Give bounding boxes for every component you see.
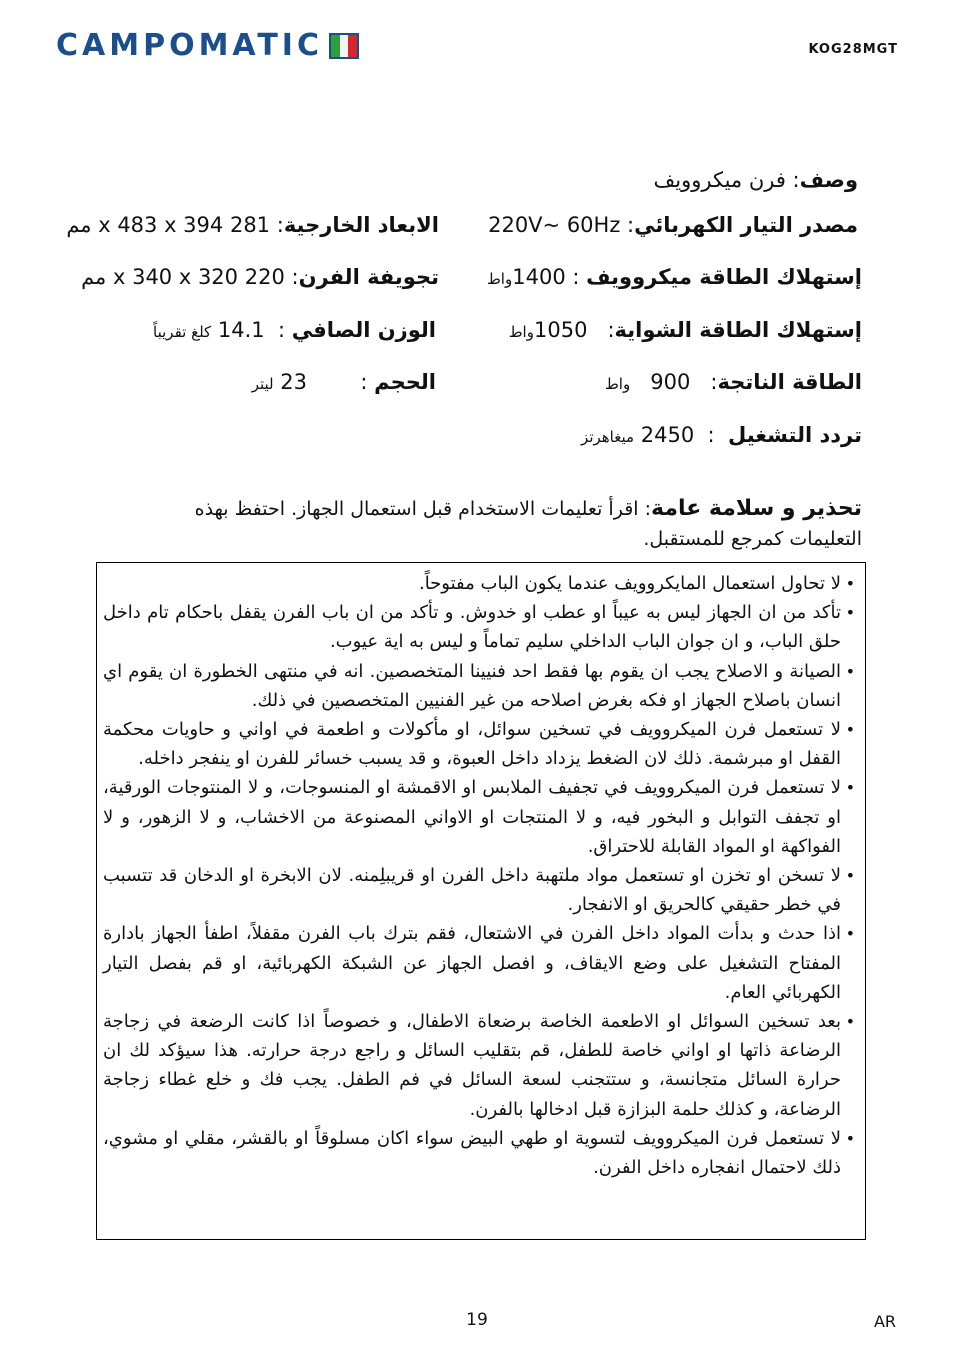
spec-power-source: مصدر التيار الكهربائي: 220V~ 60Hz bbox=[488, 213, 858, 237]
spec-microwave-power: إستهلاك الطاقة ميكروويف : 1400واط bbox=[486, 265, 862, 289]
list-item: • بعد تسخين السوائل او الاطعمة الخاصة برضعاة الاطفال، و خصوصاً اذا كانت الرضعة في زجاجة الرضاعة ذاتها او اواني خاصة للطفل، قم بتقليب السائل و راجع درجة حرارته. هذا سيؤكد لك ان حرارة السائل متجانسة، و ستتجنب لسعة السائل في فم الطفل. يجب فك و خلع غطاء زجاجة الرضاعة، و كذلك حلمة البزازة قبل ادخالها بالفرن. bbox=[103, 1007, 851, 1124]
list-item: • الصيانة و الاصلاح يجب ان يقوم بها فقط احد فنيينا المتخصصين. انه في منتهى الخطورة ان يقوم اي انسان باصلاح الجهاز او فكه بغرض اصلاحه من غير الفنيين المتخصصين في ذلك. bbox=[103, 657, 851, 715]
brand-name: CAMPOMATIC bbox=[56, 28, 323, 63]
list-item: • تأكد من ان الجهاز ليس به عيباً او عطب او خدوش. و تأكد من ان باب الفرن يقفل باحكام تام داخل حلق الباب، و ان جوان الباب الداخلي سليم تماماً و ليس به اية عيوب. bbox=[103, 598, 851, 656]
safety-warning-text: اقرأ تعليمات الاستخدام قبل استعمال الجهاز. احتفظ بهذه التعليمات كمرجع للمستقبل. bbox=[194, 498, 862, 550]
list-item: • اذا حدث و بدأت المواد داخل الفرن في الاشتعال، فقم بترك باب الفرن مقفلاً، اطفأ الجهاز بادارة المفتاح التشغيل على وضع الايقاف، و افصل الجهاز عن الشبكة الكهربائية، او قم بفصل التيار الكهربائي العام. bbox=[103, 919, 851, 1007]
spec-grill-power: إستهلاك الطاقة الشواية: 1050واط bbox=[508, 318, 862, 342]
model-number: KOG28MGT bbox=[808, 42, 898, 57]
list-item: • لا تستعمل فرن الميكروويف في تجفيف الملابس او الاقمشة او المنسوجات، و لا المنتوجات الورقية، او تجفف التوابل و البخور فيه، و لا المنتجات او الاواني المصنوعة من الاخشاب، و لا الزهور، و لا الفواكهة او المواد القابلة للاحتراق. bbox=[103, 773, 851, 861]
spec-volume: الحجم : 23 ليتر bbox=[251, 370, 436, 394]
list-item: • لا تستعمل فرن الميكروويف لتسوية او طهي البيض سواء اكان مسلوقاً او بالقشر، مقلي او مشوي، ذلك لاحتمال انفجاره داخل الفرن. bbox=[103, 1124, 851, 1182]
spec-dimensions: الابعاد الخارجية: 281 x 483 x 394 مم bbox=[66, 213, 439, 237]
spec-net-weight: الوزن الصافي : 14.1 كلغ تقريباً bbox=[153, 318, 436, 342]
spec-output-power: الطاقة الناتجة: 900 واط bbox=[604, 370, 862, 394]
safety-warning-intro: تحذير و سلامة عامة: اقرأ تعليمات الاستخدام قبل استعمال الجهاز. احتفظ بهذه التعليمات كمرجع للمستقبل. bbox=[194, 496, 862, 550]
italian-flag-icon bbox=[329, 33, 359, 59]
list-item: • لا تستعمل فرن الميكروويف في تسخين سوائل، او مأكولات و اطعمة في اواني و حاويات محكمة القفل او مبرشمة. ذلك لان الضغط يزداد داخل العبوة، و قد يسبب خسائر للفرن او ينفجر داخله. bbox=[103, 715, 851, 773]
spec-cavity: تجويفة الفرن: 220 x 340 x 320 مم bbox=[81, 265, 439, 289]
safety-warning-title: تحذير و سلامة عامة bbox=[651, 496, 862, 521]
safety-list bbox=[103, 569, 851, 1182]
page-header bbox=[56, 28, 898, 68]
safety-instructions-box bbox=[96, 562, 866, 1240]
language-code: AR bbox=[873, 1312, 896, 1331]
spec-frequency: تردد التشغيل : 2450 ميغاهرتز bbox=[581, 423, 862, 447]
brand-logo bbox=[56, 28, 359, 64]
spec-description: وصف: فرن ميكروويف bbox=[653, 168, 858, 192]
page-number: 19 bbox=[466, 1310, 488, 1330]
list-item: • لا تحاول استعمال المايكروويف عندما يكون الباب مفتوحاً. bbox=[103, 569, 851, 598]
list-item: • لا تسخن او تخزن او تستعمل مواد ملتهبة داخل الفرن او قريبلِمنه. لان الابخرة او الدخان قد تتسبب في خطر حقيقي كالحريق او الانفجار. bbox=[103, 861, 851, 919]
